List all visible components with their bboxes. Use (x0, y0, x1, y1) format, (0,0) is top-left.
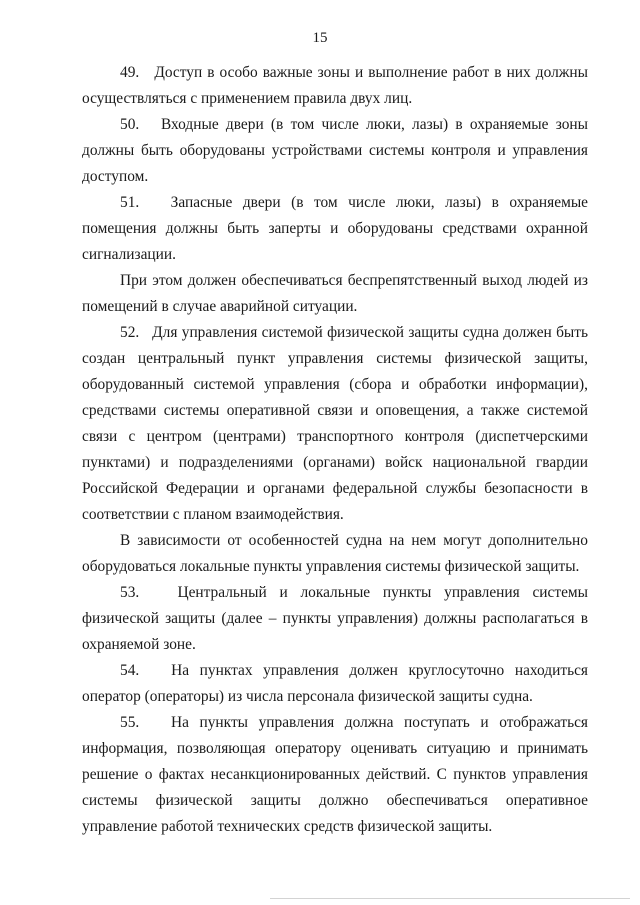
page-edge-line (270, 898, 630, 905)
paragraph-51: 51. Запасные двери (в том числе люки, лазы) в охраняемые помещения должны быть заперты и оборудованы средствами охранной сигнализации. (82, 194, 588, 263)
paragraph-49: 49. Доступ в особо важные зоны и выполнение работ в них должны осуществляться с применением правила двух лиц. (82, 64, 588, 107)
paragraph-52-note: В зависимости от особенностей судна на нем могут дополнительно оборудоваться локальные пункты управления системы физической защиты. (82, 532, 588, 575)
paragraph-55: 55. На пункты управления должна поступать и отображаться информация, позволяющая оператору оценивать ситуацию и принимать решение о фактах несанкционированных действий. С пунктов управления системы физической защиты должно обеспечиваться оперативное управление работой технических средств физической защиты. (82, 714, 588, 835)
document-body (82, 60, 588, 840)
page-number: 15 (312, 30, 328, 46)
paragraph-51-note: При этом должен обеспечиваться беспрепятственный выход людей из помещений в случае аварийной ситуации. (82, 272, 588, 315)
paragraph-50: 50. Входные двери (в том числе люки, лазы) в охраняемые зоны должны быть оборудованы устройствами системы контроля и управления доступом. (82, 116, 588, 185)
paragraph-54: 54. На пунктах управления должен круглосуточно находиться оператор (операторы) из числа персонала физической защиты судна. (82, 662, 588, 705)
paragraph-53: 53. Центральный и локальные пункты управления системы физической защиты (далее – пункты управления) должны располагаться в охраняемой зоне. (82, 584, 588, 653)
paragraph-52: 52. Для управления системой физической защиты судна должен быть создан центральный пункт управления системы физической защиты, оборудованный системой управления (сбора и обработки информации), средствами системы оперативной связи и оповещения, а также системой связи с центром (центрами) транспортного контроля (диспетчерскими пунктами) и подразделениями (органами) войск национальной гвардии Российской Федерации и органами федеральной службы безопасности в соответствии с планом взаимодействия. (82, 324, 588, 523)
